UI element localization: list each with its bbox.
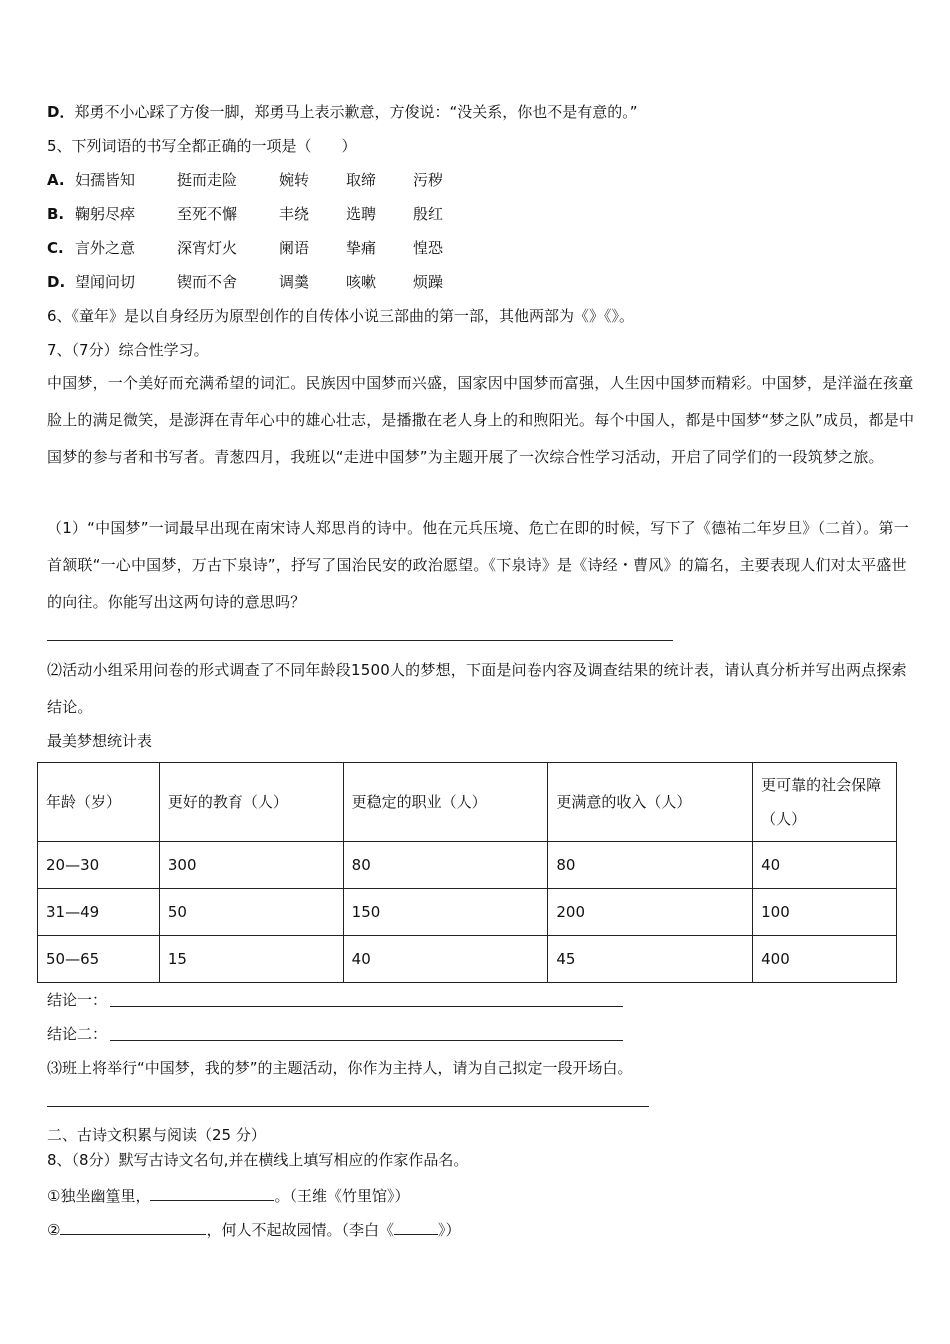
fill-blank[interactable] — [60, 1218, 206, 1235]
option-word: 鞠躬尽瘁 — [75, 205, 136, 223]
q8-item-1 — [47, 1184, 409, 1206]
table-header-cell: 更可靠的社会保障（人） — [753, 763, 897, 842]
table-cell: 15 — [159, 936, 343, 983]
option-word: 挚痛 — [346, 239, 377, 257]
q8-item-2 — [47, 1218, 460, 1240]
item-prefix: ①独坐幽篁里， — [47, 1187, 151, 1205]
table-cell: 50 — [159, 889, 343, 936]
conclusion-one-answer-line[interactable] — [110, 1006, 623, 1007]
option-word: 锲而不舍 — [177, 273, 238, 291]
option-word: 婉转 — [279, 171, 310, 189]
q7-sub2: ⑵活动小组采用问卷的形式调查了不同年龄段1500人的梦想，下面是问卷内容及调查结果的统计表，请认真分析并写出两点探索结论。 — [47, 661, 907, 716]
option-label: D. — [47, 273, 66, 291]
option-word: 言外之意 — [75, 239, 136, 257]
option-text: 郑勇不小心踩了方俊一脚，郑勇马上表示歉意，方俊说：“没关系，你也不是有意的。” — [74, 103, 638, 121]
conclusion-two — [47, 1024, 107, 1044]
table-row — [38, 936, 897, 983]
q4-option-d — [47, 102, 638, 122]
section-title: 二、古诗文积累与阅读（25 分） — [47, 1126, 266, 1144]
option-word: 妇孺皆知 — [75, 171, 136, 189]
table-cell: 400 — [753, 936, 897, 983]
table-cell: 40 — [343, 936, 548, 983]
item-mid: ，何人不起故园情。（李白《 — [206, 1221, 394, 1239]
q5-option-a — [47, 170, 443, 190]
answer-line[interactable] — [47, 640, 673, 641]
table-header-cell: 更好的教育（人） — [159, 763, 343, 842]
table-cell: 300 — [159, 842, 343, 889]
table-cell: 80 — [343, 842, 548, 889]
table-title: 最美梦想统计表 — [47, 732, 153, 750]
table-header-row — [38, 763, 897, 842]
q8-stem: 8、（8分）默写古诗文名句,并在横线上填写相应的作家作品名。 — [47, 1151, 469, 1169]
table-cell: 150 — [343, 889, 548, 936]
option-label: A. — [47, 171, 65, 189]
fill-blank[interactable] — [150, 1184, 274, 1201]
q7-intro: 中国梦，一个美好而充满希望的词汇。民族因中国梦而兴盛，国家因中国梦而富强，人生因中国梦而精彩。中国梦，是洋溢在孩童脸上的满足微笑，是澎湃在青年心中的雄心壮志，是播撒在老人身上的和煦阳光。每个中国人，都是中国梦“梦之队”成员，都是中国梦的参与者和书写者。青葱四月，我班以“走进中国梦”为主题开展了一次综合性学习活动，开启了同学们的一段筑梦之旅。 — [47, 374, 915, 466]
q6-text: 6、《童年》是以自身经历为原型创作的自传体小说三部曲的第一部，其他两部为《》《》。 — [47, 307, 635, 325]
table-cell: 100 — [753, 889, 897, 936]
option-word: 阑语 — [279, 239, 310, 257]
option-word: 望闻问切 — [75, 273, 136, 291]
option-word: 污秽 — [413, 171, 444, 189]
option-word: 调羹 — [279, 273, 310, 291]
option-word: 咳嗽 — [346, 273, 377, 291]
q7-stem: 7、（7分）综合性学习。 — [47, 341, 209, 359]
q5-option-c — [47, 238, 443, 258]
table-cell: 200 — [548, 889, 753, 936]
table-cell: 20—30 — [38, 842, 160, 889]
option-word: 取缔 — [346, 171, 377, 189]
dream-statistics-table — [37, 762, 897, 983]
option-word: 丰绕 — [279, 205, 310, 223]
option-word: 至死不懈 — [177, 205, 238, 223]
answer-line[interactable] — [47, 1106, 649, 1107]
table-row — [38, 842, 897, 889]
option-label: D． — [47, 103, 75, 121]
item-suffix: 》） — [437, 1221, 461, 1239]
table-cell: 31—49 — [38, 889, 160, 936]
q5-option-d — [47, 272, 443, 292]
item-suffix: 。（王维《竹里馆》） — [274, 1187, 410, 1205]
table-header-cell: 年龄（岁） — [38, 763, 160, 842]
item-prefix: ② — [47, 1221, 61, 1239]
table-cell: 80 — [548, 842, 753, 889]
table-header-cell: 更稳定的职业（人） — [343, 763, 548, 842]
option-word: 选聘 — [346, 205, 377, 223]
option-word: 深宵灯火 — [177, 239, 238, 257]
table-header-cell: 更满意的收入（人） — [548, 763, 753, 842]
option-word: 殷红 — [413, 205, 444, 223]
conclusion-one — [47, 990, 107, 1010]
q5-stem: 5、下列词语的书写全都正确的一项是（ ） — [47, 137, 357, 155]
q5-option-b — [47, 204, 443, 224]
table-cell: 50—65 — [38, 936, 160, 983]
option-word: 挺而走险 — [177, 171, 238, 189]
option-word: 惶恐 — [413, 239, 444, 257]
q7-sub3: ⑶班上将举行“中国梦，我的梦”的主题活动，你作为主持人，请为自己拟定一段开场白。 — [47, 1059, 633, 1077]
q7-sub1: （1）“中国梦”一词最早出现在南宋诗人郑思肖的诗中。他在元兵压境、危亡在即的时候，写下了《德祐二年岁旦》（二首）。第一首颔联“一心中国梦，万古下泉诗”，抒写了国治民安的政治愿望。《下泉诗》是《诗经・曹风》的篇名，主要表现人们对太平盛世的向往。你能写出这两句诗的意思吗？ — [47, 519, 909, 611]
conclusion-label: 结论一： — [47, 991, 108, 1009]
option-word: 烦躁 — [413, 273, 444, 291]
table-row — [38, 889, 897, 936]
option-label: C. — [47, 239, 64, 257]
table-cell: 40 — [753, 842, 897, 889]
conclusion-label: 结论二： — [47, 1025, 108, 1043]
conclusion-two-answer-line[interactable] — [110, 1040, 623, 1041]
fill-blank[interactable] — [394, 1218, 438, 1235]
table-cell: 45 — [548, 936, 753, 983]
option-label: B. — [47, 205, 65, 223]
